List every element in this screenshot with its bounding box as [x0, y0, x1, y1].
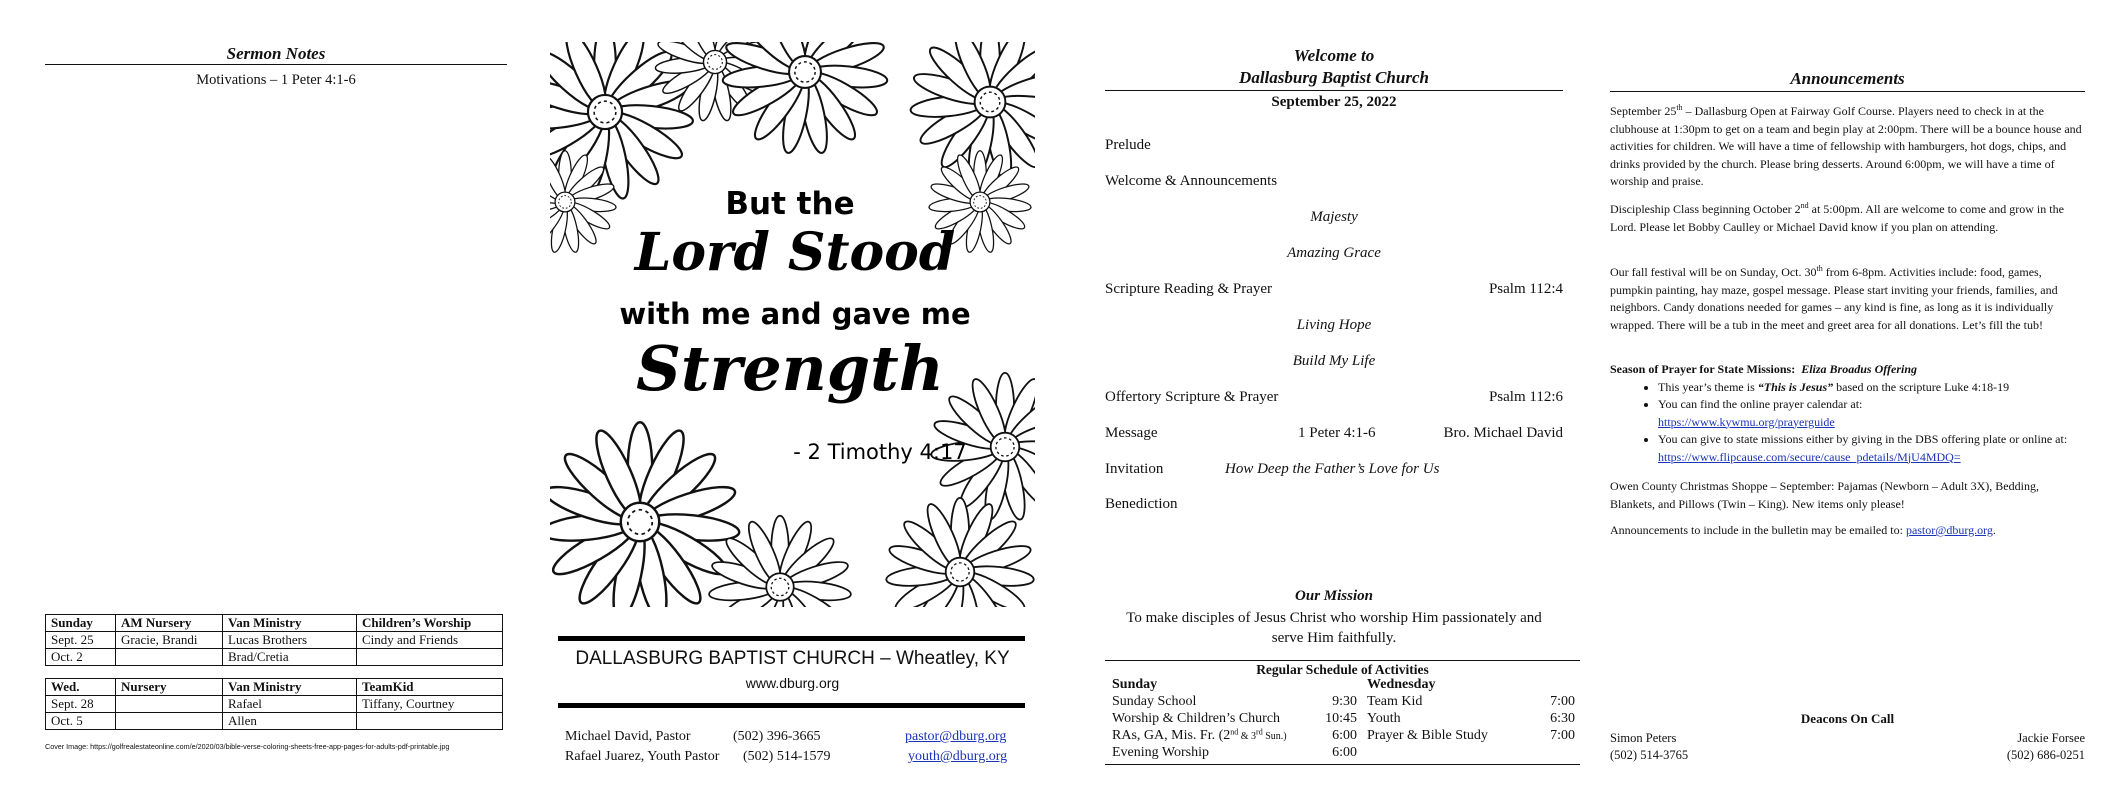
item-label: Welcome & Announcements	[1105, 173, 1278, 189]
service-date: September 25, 2022	[1271, 94, 1397, 110]
benediction-item	[1105, 496, 1563, 513]
scripture-ref: Psalm 112:4	[1488, 281, 1563, 297]
list-item: • You can give to state missions either by giving in the DBS offering plate or online at: https://www.flipcause.com/secure/cause_pdetails/MjU4MDQ=	[1658, 431, 2085, 466]
announcement-submissions: Announcements to include in the bulletin may be emailed to: pastor@dburg.org.	[1610, 523, 1996, 537]
activity-name: Worship & Children’s Church	[1112, 711, 1281, 726]
deacon-name: Jackie Forsee	[2017, 731, 2085, 745]
scripture-ref: Psalm 112:6	[1488, 389, 1563, 405]
regular-schedule-title: Regular Schedule of Activities	[1256, 662, 1429, 677]
activity-time: 6:00	[1332, 745, 1357, 760]
table-cell: Sept. 25	[46, 632, 116, 649]
announcements-panel	[1610, 0, 2085, 809]
activity-name: Prayer & Bible Study	[1367, 728, 1488, 743]
schedule-row	[1112, 745, 1357, 761]
table-cell	[116, 696, 223, 713]
table-cell: Gracie, Brandi	[116, 632, 223, 649]
song-title: Build My Life	[1292, 353, 1376, 369]
sunday-label: Sunday	[1112, 677, 1158, 692]
table-header-row	[46, 615, 503, 632]
welcome-item	[1105, 173, 1563, 190]
table-cell: Oct. 5	[46, 713, 116, 730]
deacon-phone: (502) 686-0251	[2006, 748, 2085, 762]
mission-title: Our Mission	[1295, 588, 1373, 604]
activity-time: 9:30	[1332, 694, 1357, 709]
invitation-song: How Deep the Father’s Love for Us	[1225, 461, 1440, 477]
table-row	[46, 649, 503, 666]
youth-pastor-name: Rafael Juarez, Youth Pastor	[565, 749, 720, 764]
table-cell: Allen	[223, 713, 357, 730]
message-ref: 1 Peter 4:1-6	[1298, 425, 1376, 441]
order-of-worship-panel	[1105, 0, 1580, 809]
song-title: Amazing Grace	[1287, 245, 1381, 261]
schedule-row	[1112, 728, 1357, 744]
verse-line-4: Strength	[636, 332, 944, 405]
table-row	[46, 713, 503, 730]
scripture-reading-item	[1105, 281, 1563, 298]
deacon-left	[1610, 730, 1688, 764]
schedule-row	[1367, 728, 1575, 744]
mission-text: To make disciples of Jesus Christ who worship Him passionately and serve Him faithfully.	[1126, 610, 1542, 646]
announcement-christmas-shoppe: Owen County Christmas Shoppe – September: Pajamas (Newborn – Adult 3X), Bedding, Blankets, and Pillows (Twin – King). New items only please!	[1610, 479, 2039, 511]
table-cell	[116, 713, 223, 730]
activity-time: 7:00	[1550, 694, 1575, 709]
offertory-item	[1105, 389, 1563, 406]
announcements-title: Announcements	[1790, 69, 1905, 88]
cover-panel	[550, 0, 1035, 809]
cover-artwork	[550, 42, 1035, 607]
item-label: Scripture Reading & Prayer	[1105, 281, 1273, 297]
song-title: Majesty	[1310, 209, 1358, 225]
schedule-row	[1367, 711, 1575, 727]
heavy-divider	[558, 703, 1025, 708]
deacon-phone: (502) 514-3765	[1610, 748, 1689, 762]
table-header-cell: Children’s Worship	[357, 615, 503, 632]
wednesday-volunteer-table	[45, 678, 503, 730]
table-header-cell: TeamKid	[357, 679, 503, 696]
schedule-row	[1367, 694, 1575, 710]
activity-name: Youth	[1367, 711, 1401, 726]
table-cell: Brad/Cretia	[223, 649, 357, 666]
list-item: • This year’s theme is “This is Jesus” based on the scripture Luke 4:18-19	[1658, 379, 2085, 397]
table-row	[46, 696, 503, 713]
announcement-fall-festival: Our fall festival will be on Sunday, Oct. 30th from 6-8pm. Activities include: food, games, pumpkin painting, hay maze, gospel message. Please start inviting your friends, families, and neighbors. Candy donations needed for games – any kind is fine, as long as it is individually wrapped. There will be a tub in the meet and greet area for all donations. Let’s fill the tub!	[1610, 264, 2058, 332]
schedule-rule	[1105, 660, 1580, 661]
activity-name: RAs, GA, Mis. Fr. (2nd & 3rd Sun.)	[1112, 727, 1287, 743]
announcement-discipleship: Discipleship Class beginning October 2nd at 5:00pm. All are welcome to come and grow in the Lord. Please let Bobby Caulley or Michael David know if you plan on attending.	[1610, 201, 2064, 234]
youth-email-link[interactable]: youth@dburg.org	[908, 749, 1008, 764]
table-header-row	[46, 679, 503, 696]
list-item: • You can find the online prayer calendar at: https://www.kywmu.org/prayerguide	[1658, 396, 2085, 431]
table-cell: Tiffany, Courtney	[357, 696, 503, 713]
deacon-right	[2007, 730, 2085, 764]
table-header-cell: Van Ministry	[223, 615, 357, 632]
schedule-row	[1112, 711, 1357, 727]
table-header-cell: Van Ministry	[223, 679, 357, 696]
sermon-notes-title: Sermon Notes	[226, 44, 326, 63]
table-cell: Cindy and Friends	[357, 632, 503, 649]
youth-pastor-phone: (502) 514-1579	[743, 749, 831, 764]
table-cell: Rafael	[223, 696, 357, 713]
song-title: Living Hope	[1296, 317, 1372, 333]
verse-line-1: But the	[725, 186, 855, 222]
pastor-phone: (502) 396-3665	[733, 729, 821, 744]
table-header-cell: Wed.	[46, 679, 116, 696]
activity-time: 6:30	[1550, 711, 1575, 726]
announcement-state-missions: Season of Prayer for State Missions: Eliza Broadus Offering • This year’s theme is “This is Jesus” based on the scripture Luke 4:18-19 • You can find the online prayer calendar at: https://www.kywmu.org/prayerguide • You can give to state missions either by giving in the DBS offering plate or online at: https://www.flipcause.com/secure/cause_pdetails/MjU4MDQ=	[1610, 361, 2085, 466]
pastor-name: Michael David, Pastor	[565, 729, 691, 744]
schedule-row	[1112, 694, 1357, 710]
activity-time: 7:00	[1550, 728, 1575, 743]
song-item	[1105, 353, 1563, 370]
item-label: Offertory Scripture & Prayer	[1105, 389, 1279, 405]
announcement-golf: September 25th – Dallasburg Open at Fairway Golf Course. Players need to check in at the clubhouse at 1:30pm to get on a team and begin play at 2:00pm. There will be a bounce house and activities for children. We will have a time of fellowship with hamburgers, hot dogs, chips, and drinks provided by the church. Please bring desserts. Around 6:00pm, we will have a time of worship and praise.	[1610, 103, 2082, 188]
song-item	[1105, 209, 1563, 226]
heavy-divider	[558, 636, 1025, 641]
item-label: Invitation	[1105, 461, 1164, 477]
bulletin-email-link[interactable]: pastor@dburg.org	[1905, 523, 1993, 537]
table-header-cell: Sunday	[46, 615, 116, 632]
verse-line-3: with me and gave me	[619, 297, 971, 331]
invitation-item	[1105, 461, 1563, 478]
song-item	[1105, 245, 1563, 262]
activity-time: 10:45	[1325, 711, 1357, 726]
activity-time: 6:00	[1332, 728, 1357, 743]
deacons-title: Deacons On Call	[1800, 711, 1895, 726]
table-cell: Sept. 28	[46, 696, 116, 713]
song-item	[1105, 317, 1563, 334]
deacon-name: Simon Peters	[1610, 731, 1677, 745]
verse-line-2: Lord Stood	[634, 222, 956, 283]
table-cell: Oct. 2	[46, 649, 116, 666]
schedule-rule	[1105, 764, 1580, 765]
item-label: Benediction	[1105, 496, 1178, 512]
table-header-cell: AM Nursery	[116, 615, 223, 632]
verse-reference: - 2 Timothy 4:17	[793, 440, 967, 464]
item-label: Prelude	[1105, 137, 1151, 153]
message-speaker: Bro. Michael David	[1443, 425, 1563, 441]
missions-list	[1610, 379, 2085, 467]
title-rule	[45, 64, 507, 65]
table-cell	[116, 649, 223, 666]
title-rule	[1105, 90, 1563, 91]
sermon-subtitle: Motivations – 1 Peter 4:1-6	[196, 72, 356, 88]
activity-name: Evening Worship	[1112, 745, 1209, 760]
wednesday-label: Wednesday	[1367, 677, 1436, 692]
item-label: Message	[1105, 425, 1158, 441]
church-name: DALLASBURG BAPTIST CHURCH – Wheatley, KY	[575, 648, 1010, 669]
table-cell	[357, 649, 503, 666]
message-item	[1105, 425, 1563, 442]
flipcause-link[interactable]: https://www.flipcause.com/secure/cause_pdetails/MjU4MDQ=	[1658, 449, 1961, 464]
activity-name: Team Kid	[1367, 694, 1423, 709]
table-cell: Lucas Brothers	[223, 632, 357, 649]
table-cell	[357, 713, 503, 730]
activity-name: Sunday School	[1112, 694, 1197, 709]
church-heading: Dallasburg Baptist Church	[1239, 68, 1429, 87]
table-row	[46, 632, 503, 649]
welcome-heading: Welcome to	[1293, 46, 1375, 65]
cover-image-credit: Cover Image: https://golfrealestateonline.com/e/2020/03/bible-verse-coloring-sheets-free-app-pages-for-adults-pdf-printable.jpg	[45, 742, 450, 751]
church-website[interactable]: www.dburg.org	[745, 675, 840, 691]
prayer-guide-link[interactable]: https://www.kywmu.org/prayerguide	[1658, 414, 1835, 429]
sermon-notes-panel	[45, 0, 507, 809]
title-rule	[1610, 91, 2085, 92]
prelude-item	[1105, 137, 1563, 154]
pastor-email-link[interactable]: pastor@dburg.org	[905, 729, 1007, 744]
table-header-cell: Nursery	[116, 679, 223, 696]
sunday-volunteer-table	[45, 614, 503, 666]
